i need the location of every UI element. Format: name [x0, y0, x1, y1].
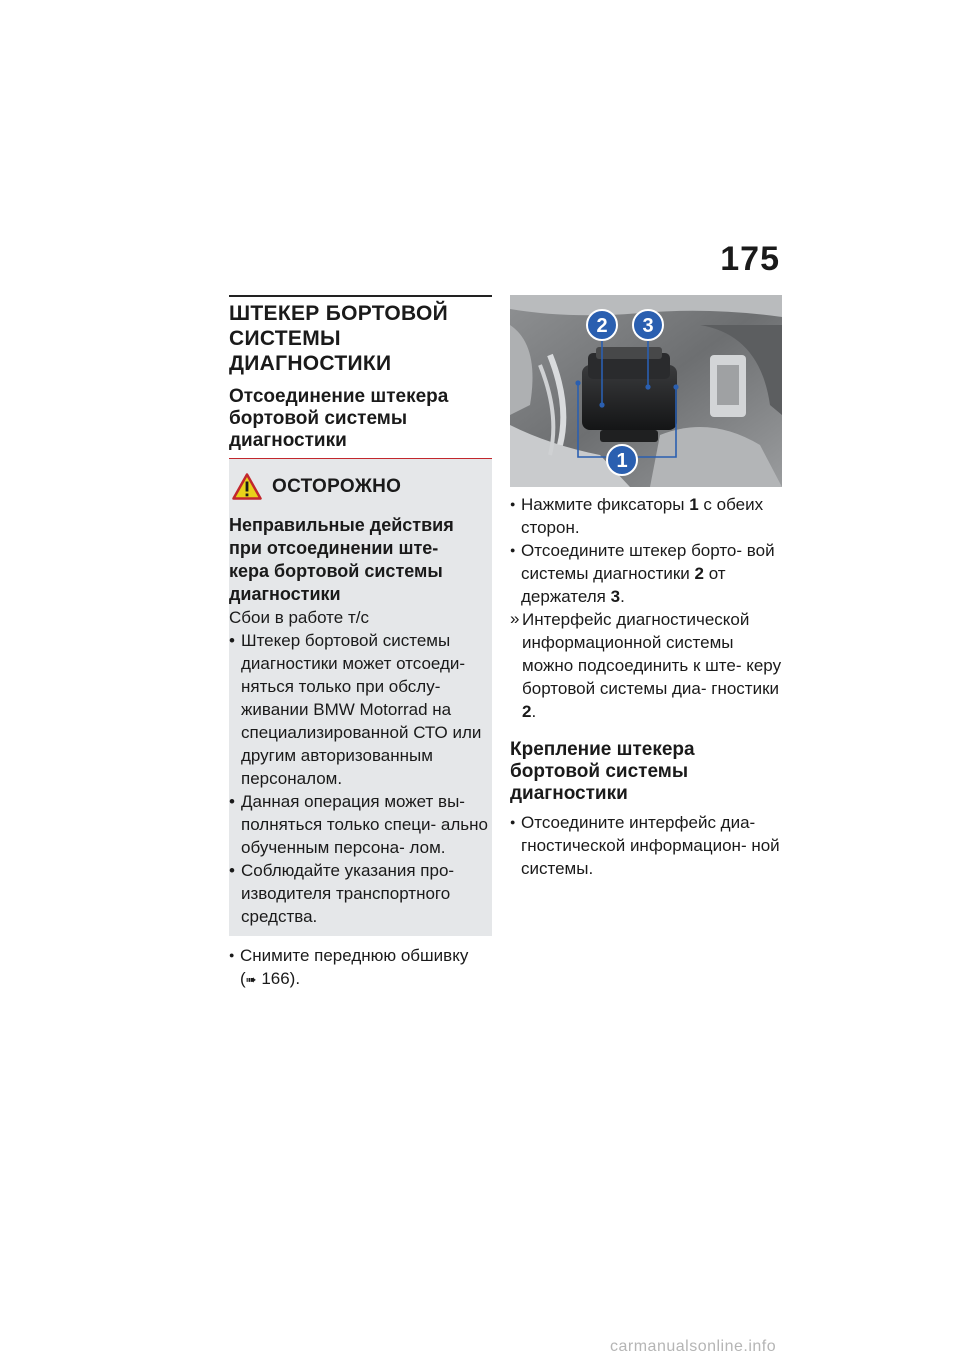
- page-reference-link[interactable]: (➠ 166).: [240, 969, 301, 988]
- callout-3-label: 3: [642, 315, 654, 337]
- callout-2-label: 2: [596, 315, 608, 337]
- watermark-text: carmanualsonline.info: [610, 1338, 777, 1355]
- callout-1-marker: [607, 445, 637, 475]
- connector-photo: [510, 295, 782, 487]
- warning-triangle-icon: [232, 473, 262, 500]
- subsection-title-fasten: Крепление штекера бортовой системы диагностики: [510, 739, 695, 804]
- list-item: • Данная операция может вы- полняться только специ- ально обученным персона- лом.: [229, 790, 492, 859]
- page-number: 175: [720, 240, 780, 278]
- section-title: ШТЕКЕР БОРТОВОЙ СИСТЕМЫ ДИАГНОСТИКИ: [229, 302, 448, 375]
- warning-header: [232, 473, 492, 500]
- list-item: ● Снимите переднюю обшивку (➠ 166).: [229, 944, 492, 991]
- step-list-right: [510, 493, 782, 608]
- result-text: » Интерфейс диагностической информационной системы можно подсоединить к ште- керу бортовой системы диа- гностики 2.: [510, 608, 782, 723]
- step-list-fasten: [510, 811, 782, 880]
- warning-consequence: Сбои в работе т/с: [229, 608, 369, 627]
- list-item: • Штекер бортовой системы диагностики может отсоеди- няться только при обслу- живании BMW Motorrad на специализированной СТО или другим авторизованным персоналом.: [229, 629, 492, 790]
- callout-2-marker: [587, 310, 617, 340]
- list-item: ● Отсоедините штекер борто- вой системы диагностики 2 от держателя 3.: [510, 539, 782, 608]
- list-item: ● Нажмите фиксаторы 1 с обеих сторон.: [510, 493, 782, 539]
- callout-3-marker: [633, 310, 663, 340]
- section-rule: [229, 295, 492, 297]
- callout-1-label: 1: [616, 450, 628, 472]
- warning-list: [229, 629, 492, 928]
- warning-box: [229, 459, 492, 936]
- subsection-title-disconnect: Отсоединение штекера бортовой системы диагностики: [229, 386, 449, 451]
- warning-label: ОСТОРОЖНО: [272, 475, 402, 497]
- left-column: [229, 295, 492, 991]
- list-item: ● Отсоедините интерфейс диа- гностической информацион- ной системы.: [510, 811, 782, 880]
- arrow-right-icon: ➠: [245, 972, 257, 987]
- step-list: [229, 944, 492, 991]
- warning-title: Неправильные действия при отсоединении ште- кера бортовой системы диагностики: [229, 515, 454, 604]
- list-item: • Соблюдайте указания про- изводителя транспортного средства.: [229, 859, 492, 928]
- right-column: [510, 295, 782, 880]
